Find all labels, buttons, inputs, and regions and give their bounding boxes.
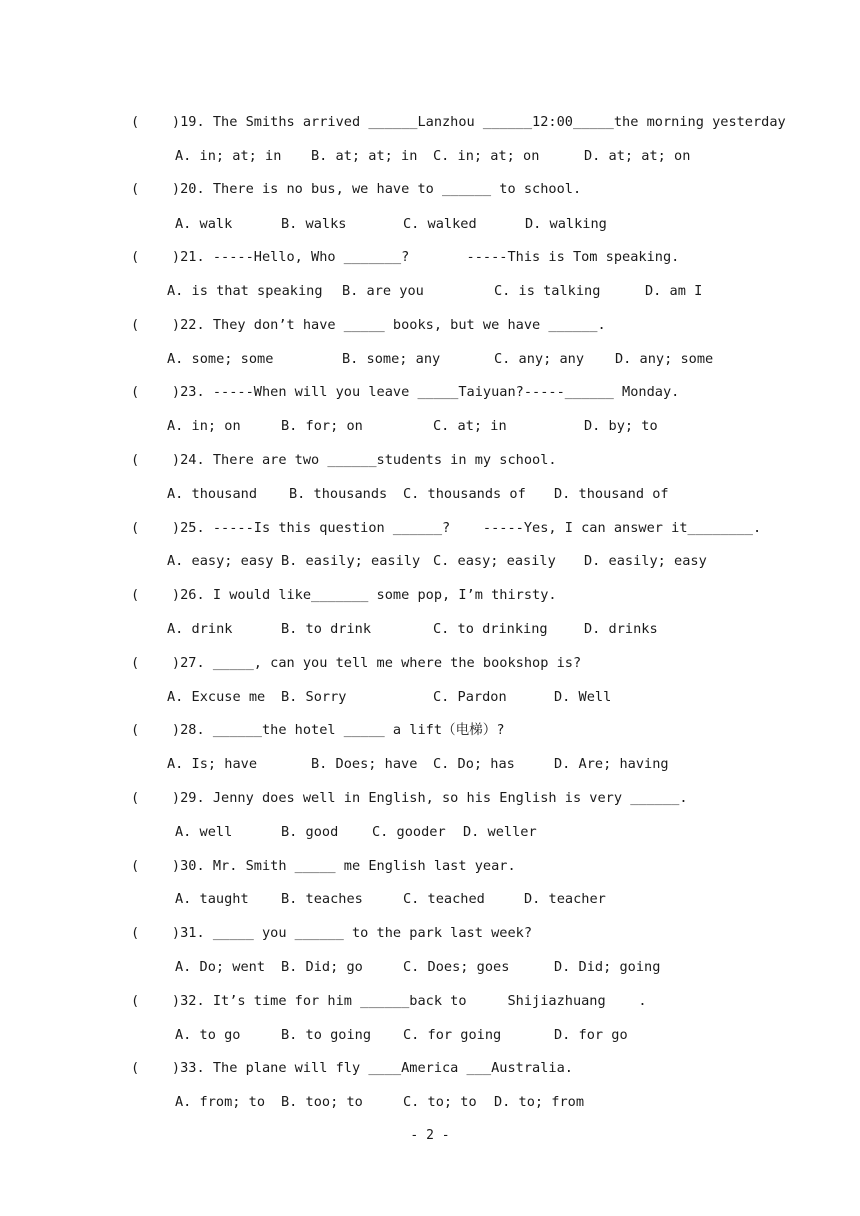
question-33-option-a: A. from; to [175,1094,266,1110]
question-26-option-a: A. drink [167,621,233,637]
question-22-option-d: D. any; some [615,351,714,367]
question-30-option-a: A. taught [175,891,249,907]
question-27-stem: ( )27. _____, can you tell me where the bookshop is? [131,655,582,671]
question-29-option-b: B. good [281,824,339,840]
question-21-option-d: D. am I [645,283,703,299]
question-19-option-d: D. at; at; on [584,148,691,164]
question-33-stem: ( )33. The plane will fly ____America ___Australia. [131,1060,573,1076]
question-24-option-a: A. thousand [167,486,258,502]
question-33-option-d: D. to; from [494,1094,585,1110]
question-31-option-a: A. Do; went [175,959,266,975]
question-23-option-b: B. for; on [281,418,363,434]
question-27-option-c: C. Pardon [433,689,507,705]
question-24-option-b: B. thousands [289,486,388,502]
question-26-option-d: D. drinks [584,621,658,637]
question-22-stem: ( )22. They don’t have _____ books, but we have ______. [131,317,606,333]
question-20-stem: ( )20. There is no bus, we have to ______ to school. [131,181,582,197]
question-32-option-c: C. for going [403,1027,502,1043]
question-21-stem: ( )21. -----Hello, Who _______? -----This is Tom speaking. [131,249,680,265]
question-31-option-c: C. Does; goes [403,959,510,975]
question-24-option-c: C. thousands of [403,486,526,502]
question-20-option-b: B. walks [281,216,347,232]
question-23-option-d: D. by; to [584,418,658,434]
question-25-stem: ( )25. -----Is this question ______? -----Yes, I can answer it________. [131,520,762,536]
question-30-option-d: D. teacher [524,891,606,907]
question-32-option-b: B. to going [281,1027,372,1043]
question-32-option-d: D. for go [554,1027,628,1043]
question-28-option-b: B. Does; have [311,756,418,772]
question-29-stem: ( )29. Jenny does well in English, so his English is very ______. [131,790,688,806]
question-31-option-b: B. Did; go [281,959,363,975]
question-30-option-c: C. teached [403,891,485,907]
question-20-option-d: D. walking [525,216,607,232]
question-29-option-a: A. well [175,824,233,840]
question-21-option-a: A. is that speaking [167,283,323,299]
question-33-option-b: B. too; to [281,1094,363,1110]
question-19-stem: ( )19. The Smiths arrived ______Lanzhou ______12:00_____the morning yesterday [131,114,786,130]
question-29-option-d: D. weller [463,824,537,840]
question-27-option-b: B. Sorry [281,689,347,705]
question-29-option-c: C. gooder [372,824,446,840]
question-19-option-a: A. in; at; in [175,148,282,164]
question-22-option-b: B. some; any [342,351,441,367]
question-23-stem: ( )23. -----When will you leave _____Taiyuan?-----______ Monday. [131,384,680,400]
question-32-stem: ( )32. It’s time for him ______back to Shijiazhuang . [131,993,647,1009]
question-20-option-a: A. walk [175,216,233,232]
question-26-option-c: C. to drinking [433,621,548,637]
question-23-option-c: C. at; in [433,418,507,434]
question-23-option-a: A. in; on [167,418,241,434]
question-20-option-c: C. walked [403,216,477,232]
question-28-option-d: D. Are; having [554,756,669,772]
question-25-option-a: A. easy; easy [167,553,274,569]
question-25-option-d: D. easily; easy [584,553,707,569]
question-21-option-c: C. is talking [494,283,601,299]
question-26-option-b: B. to drink [281,621,372,637]
question-24-option-d: D. thousand of [554,486,669,502]
question-27-option-a: A. Excuse me [167,689,266,705]
question-32-option-a: A. to go [175,1027,241,1043]
question-30-option-b: B. teaches [281,891,363,907]
question-19-option-b: B. at; at; in [311,148,418,164]
question-33-option-c: C. to; to [403,1094,477,1110]
page-number: - 2 - [410,1128,450,1143]
question-25-option-b: B. easily; easily [281,553,421,569]
question-28-stem: ( )28. ______the hotel _____ a lift（电梯）? [131,722,505,738]
question-31-stem: ( )31. _____ you ______ to the park last week? [131,925,533,941]
question-22-option-c: C. any; any [494,351,585,367]
question-27-option-d: D. Well [554,689,612,705]
question-22-option-a: A. some; some [167,351,274,367]
question-28-option-c: C. Do; has [433,756,515,772]
question-31-option-d: D. Did; going [554,959,661,975]
question-30-stem: ( )30. Mr. Smith _____ me English last year. [131,858,516,874]
question-24-stem: ( )24. There are two ______students in my school. [131,452,557,468]
question-26-stem: ( )26. I would like_______ some pop, I’m thirsty. [131,587,557,603]
question-28-option-a: A. Is; have [167,756,258,772]
question-21-option-b: B. are you [342,283,424,299]
question-19-option-c: C. in; at; on [433,148,540,164]
question-25-option-c: C. easy; easily [433,553,556,569]
